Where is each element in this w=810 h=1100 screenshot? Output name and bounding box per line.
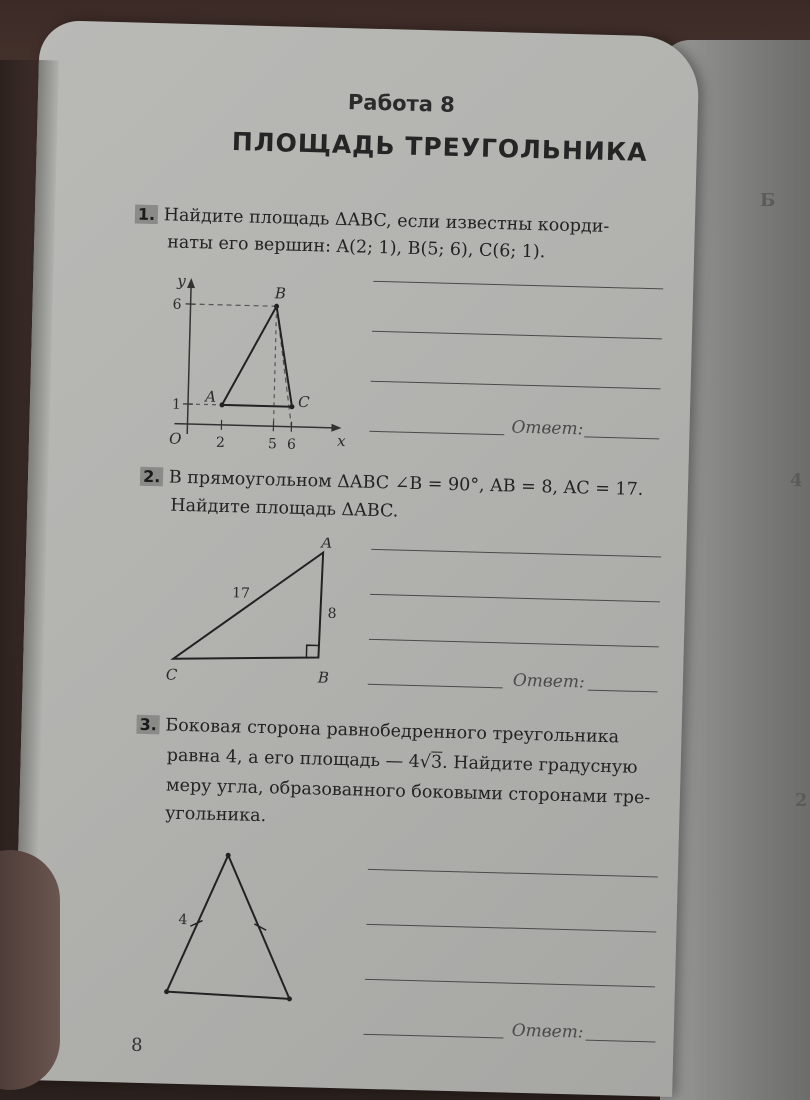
tick-x6: 6 bbox=[287, 437, 296, 453]
next-page: Б 4 2 bbox=[660, 40, 810, 1100]
task-2-answer-line-4 bbox=[368, 684, 503, 689]
point-c bbox=[289, 404, 294, 409]
triangle-abc bbox=[222, 305, 295, 407]
task-1-line-2: наты его вершин: A(2; 1), B(5; 6), C(6; 1). bbox=[167, 230, 546, 264]
task-1-answer-line-2 bbox=[372, 331, 662, 340]
task-3-answer-line-4 bbox=[364, 1034, 504, 1039]
label-a: A bbox=[203, 387, 216, 405]
task-3-line-1: Боковая сторона равнобедренного треугольника bbox=[165, 716, 619, 748]
task-3-line-3: меру угла, образованного боковыми сторонами тре- bbox=[166, 774, 651, 811]
task-2-line-2: Найдите площадь ΔABC. bbox=[170, 494, 399, 524]
task-1-answer-label: Ответ: bbox=[511, 417, 583, 439]
tick-x2: 2 bbox=[216, 435, 225, 451]
label-c: C bbox=[166, 666, 178, 684]
tick-y6: 6 bbox=[172, 297, 181, 313]
task-2-figure bbox=[157, 533, 361, 698]
right-triangle bbox=[173, 549, 323, 663]
thumb bbox=[0, 850, 60, 1090]
task-2-answer-line-2 bbox=[370, 594, 660, 603]
label-b: B bbox=[274, 284, 286, 302]
radicand: 3 bbox=[431, 752, 443, 772]
x-axis-label: x bbox=[337, 432, 346, 450]
task-2-answer-label: Ответ: bbox=[513, 671, 585, 693]
task-3-answer-label: Ответ: bbox=[511, 1021, 583, 1043]
y-axis-arrow-icon bbox=[187, 278, 195, 288]
task-1-answer-line-4 bbox=[369, 431, 504, 436]
task-1-answer-line-3 bbox=[371, 381, 661, 390]
task-2-answer-field bbox=[588, 690, 658, 693]
x-axis-arrow-icon bbox=[331, 424, 341, 432]
task-1-answer-line-1 bbox=[373, 281, 663, 290]
task-1-line-1: Найдите площадь ΔABC, если известны коорди- bbox=[163, 205, 609, 237]
task-1-figure bbox=[148, 263, 353, 468]
task-3-figure bbox=[154, 843, 339, 1028]
page-number: 8 bbox=[131, 1035, 143, 1056]
x-axis bbox=[174, 424, 334, 428]
task-2-line-1: В прямоугольном ΔABC ∠B = 90°, AB = 8, AC = 17. bbox=[169, 468, 644, 500]
right-angle-mark bbox=[306, 645, 318, 657]
task-3-line-4: угольника. bbox=[165, 802, 267, 829]
task-3-line-2: равна 4, а его площадь — 4√3. Найдите градусную bbox=[166, 744, 637, 780]
label-a: A bbox=[319, 533, 332, 551]
page-title: ПЛОЩАДЬ ТРЕУГОЛЬНИКА bbox=[232, 127, 648, 167]
label-c: C bbox=[298, 393, 310, 411]
task-2-number: 2. bbox=[140, 467, 164, 487]
task-3-answer-line-1 bbox=[368, 869, 658, 878]
task-3-number: 3. bbox=[136, 715, 160, 735]
tick-y1: 1 bbox=[172, 397, 181, 413]
origin-label: O bbox=[169, 430, 182, 448]
task-3-answer-field bbox=[585, 1040, 655, 1043]
hypotenuse-length: 17 bbox=[232, 585, 250, 601]
y-axis bbox=[187, 284, 191, 434]
work-label: Работа 8 bbox=[348, 90, 456, 117]
task-1-number: 1. bbox=[135, 205, 159, 225]
task-3-answer-line-2 bbox=[366, 924, 656, 933]
side-length: 4 bbox=[178, 912, 187, 928]
sqrt-icon: √ bbox=[420, 752, 432, 772]
leg-length: 8 bbox=[327, 606, 336, 622]
task-2-answer-line-1 bbox=[371, 549, 661, 558]
label-b: B bbox=[317, 668, 329, 686]
task-1-answer-field bbox=[584, 436, 659, 439]
task-2-answer-line-3 bbox=[369, 639, 659, 648]
task-3-answer-line-3 bbox=[365, 979, 655, 988]
tick-x5: 5 bbox=[268, 436, 277, 452]
y-axis-label: y bbox=[176, 272, 186, 290]
dashed-y6 bbox=[191, 304, 277, 306]
workbook-page bbox=[12, 20, 700, 1097]
dashed-x5 bbox=[273, 306, 276, 426]
